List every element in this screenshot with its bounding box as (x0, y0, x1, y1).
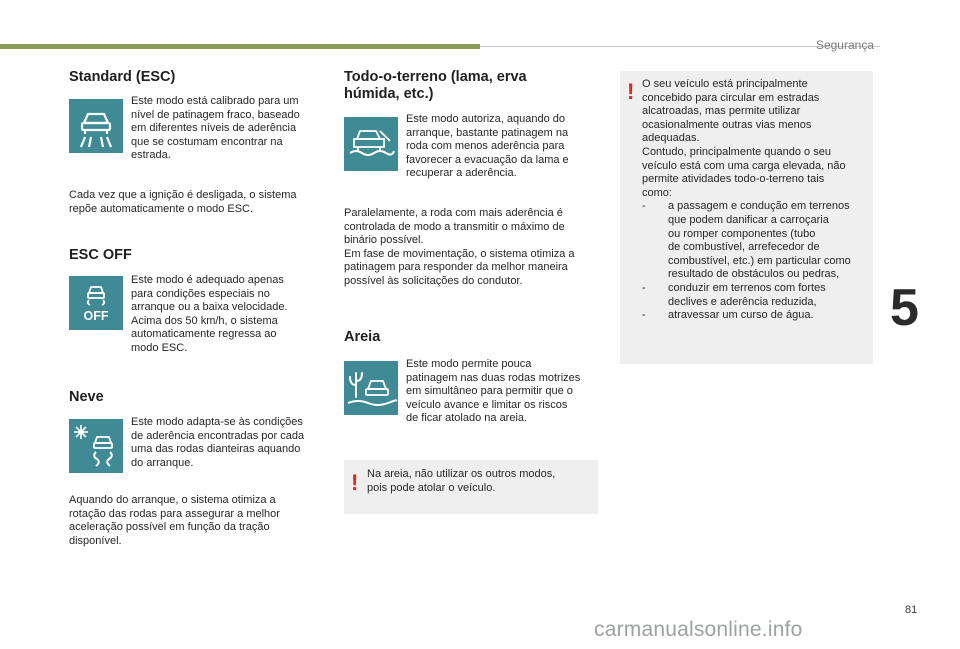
text-line: estrada. (131, 149, 171, 162)
text-line: Este modo é adequado apenas (131, 274, 284, 286)
snow-mode-description (131, 416, 304, 470)
text-line: patinagem nas duas rodas motrizes (406, 371, 581, 384)
text-line: Este modo adapta-se às condições (131, 416, 303, 428)
text-line: permite atividades todo-o-terreno tais (642, 173, 825, 186)
sand-mode-title: Areia (344, 329, 381, 345)
warning-icon: ! (351, 470, 359, 495)
esc-off-icon (69, 276, 123, 330)
list-item (642, 282, 870, 309)
offroad-warning-box (620, 71, 873, 364)
list-item (642, 309, 870, 323)
mud-mode-title (344, 69, 527, 103)
mud-mode-icon (344, 117, 398, 171)
text-line: ou romper componentes (tubo (668, 227, 816, 240)
title-line: Todo-o-terreno (lama, erva (344, 69, 527, 85)
standard-esc-note (69, 189, 296, 216)
mud-mode-note (344, 207, 574, 289)
text-line: controlada de modo a transmitir o máximo de (344, 220, 565, 233)
text-line: Contudo, principalmente quando o seu (642, 145, 831, 158)
text-line: roda com menos aderência para (406, 140, 565, 153)
text-line: em simultâneo para permitir que o (406, 385, 573, 398)
text-line: automaticamente regressa ao (131, 328, 277, 341)
text-line: de combustível, arrefecedor de (668, 241, 820, 254)
list-item (642, 200, 870, 282)
text-line: conduzir em terrenos com fortes (668, 281, 826, 294)
sand-mode-description (406, 358, 580, 426)
mud-mode-description (406, 113, 569, 181)
text-line: recuperar a aderência. (406, 167, 517, 180)
site-watermark: carmanualsonline.info (594, 618, 803, 641)
bullet-dash: - (642, 281, 646, 294)
text-line: modo ESC. (131, 341, 188, 354)
text-line: binário possível. (344, 234, 424, 247)
text-line: arranque ou a baixa velocidade. (131, 301, 288, 314)
text-line: possível às solicitações do condutor. (344, 274, 523, 287)
bullet-dash: - (642, 309, 646, 322)
text-line: Este modo está calibrado para um (131, 95, 299, 107)
text-line: nível de patinagem fraco, baseado (131, 108, 300, 121)
text-line: patinagem para responder da melhor maneira (344, 261, 568, 274)
text-line: repõe automaticamente o modo ESC. (69, 202, 254, 215)
text-line: O seu veículo está principalmente (642, 78, 808, 90)
standard-esc-title: Standard (ESC) (69, 69, 176, 85)
sand-warning-box (344, 460, 598, 514)
text-line: veículo avance e limitar os riscos (406, 398, 568, 411)
text-line: a passagem e condução em terrenos (668, 200, 850, 213)
sand-warning-text (367, 468, 555, 495)
text-line: uma das rodas dianteiras aquando (131, 443, 301, 456)
text-line: aceleração possível em função da tração (69, 521, 270, 534)
text-line: veículo está com uma carga elevada, não (642, 159, 846, 172)
accent-bar (0, 44, 480, 49)
sand-mode-icon (344, 361, 398, 415)
snow-mode-icon (69, 419, 123, 473)
text-line: combustível, etc.) em particular como (668, 254, 851, 267)
text-line: de ficar atolado na areia. (406, 412, 528, 425)
text-line: do arranque. (131, 456, 194, 469)
esc-off-description (131, 274, 288, 356)
title-line: húmida, etc.) (344, 86, 434, 102)
text-line: arranque, bastante patinagem na (406, 126, 569, 139)
warning-icon: ! (627, 79, 635, 104)
text-line: que podem danificar a carroçaria (668, 213, 829, 226)
text-line: rotação das rodas para assegurar a melhor (69, 507, 280, 520)
text-line: Aquando do arranque, o sistema otimiza a (69, 494, 276, 506)
text-line: de aderência encontradas por cada (131, 429, 305, 442)
esc-off-icon-label: OFF (83, 309, 109, 323)
offroad-warning-text (642, 78, 870, 323)
page-number: 81 (905, 604, 918, 616)
snow-mode-title: Neve (69, 389, 104, 405)
text-line: em diferentes níveis de aderência (131, 122, 297, 135)
text-line: Em fase de movimentação, o sistema otimiza a (344, 247, 575, 260)
standard-esc-description (131, 95, 300, 163)
text-line: disponível. (69, 534, 122, 547)
text-line: que se costumam encontrar na (131, 135, 283, 148)
text-line: Paralelamente, a roda com mais aderência é (344, 207, 563, 219)
text-line: como: (642, 186, 672, 199)
text-line: Acima dos 50 km/h, o sistema (131, 314, 278, 327)
text-line: declives e aderência reduzida, (668, 295, 817, 308)
text-line: adequadas. (642, 132, 700, 145)
text-line: pois pode atolar o veículo. (367, 481, 496, 494)
text-line: Cada vez que a ignição é desligada, o sistema (69, 189, 297, 201)
snow-mode-note (69, 494, 280, 548)
text-line: Este modo autoriza, aquando do (406, 113, 566, 125)
text-line: ocasionalmente outras vias menos (642, 118, 812, 131)
text-line: resultado de obstáculos ou pedras, (668, 268, 840, 281)
text-line: alcatroadas, mas permite utilizar (642, 105, 801, 118)
chapter-number: 5 (890, 279, 919, 337)
bullet-dash: - (642, 200, 646, 213)
section-title: Segurança (815, 38, 874, 52)
text-line: para condições especiais no (131, 287, 270, 300)
text-line: favorecer a evacuação da lama e (406, 153, 569, 166)
esc-standard-icon (69, 99, 123, 153)
esc-off-title: ESC OFF (69, 247, 132, 263)
text-line: Na areia, não utilizar os outros modos, (367, 468, 556, 480)
text-line: concebido para circular em estradas (642, 91, 820, 104)
text-line: atravessar um curso de água. (668, 309, 814, 322)
text-line: Este modo permite pouca (406, 358, 532, 370)
